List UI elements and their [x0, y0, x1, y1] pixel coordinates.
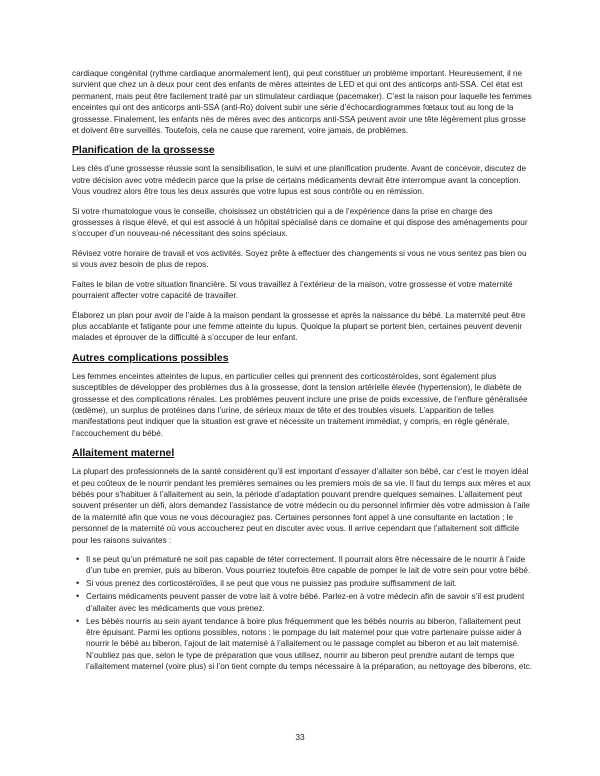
page-number: 33	[295, 732, 305, 742]
section-heading-complications: Autres complications possibles	[72, 352, 229, 364]
page-content	[72, 68, 534, 674]
list-item: • Les bébés nourris au sein ayant tendance à boire plus fréquemment que les bébés nourris au biberon, l’allaitement peut être épuisant. Parmi les options possibles, notons : le pompage du lait maternel pour que votre partenaire puisse aider à nourrir le bébé au biberon, l’ajout de lait maternisé à l’allaitement ou le passage complet au biberon et au lait maternisé. N’oubliez pas que, selon le type de préparation que vous utilisez, nourrir au biberon peut prendre autant de temps que l’allaitement maternel (voire plus) si l’on tient compte du temps nécessaire à la préparation, au nettoyage des biberons, etc.	[86, 616, 534, 673]
breastfeeding-paragraph-1: La plupart des professionnels de la santé considèrent qu’il est important d’essayer d’allaiter son bébé, car c’est le moyen idéal et peu coûteux de le nourrir pendant les premières semaines ou les premiers mois de sa vie. Il faut du temps aux mères et aux bébés pour s’habituer à l’allaitement au sein, la période d’adaptation pouvant prendre quelques semaines. L’allaitement peut souvent présenter un défi, alors demandez l’assistance de votre médecin ou du personnel infirmier dès votre admission à l’aile de la maternité afin que vous ne vous découragiez pas. Certaines personnes font appel à une consultante en lactation ; le personnel de la maternité où vous accoucherez peut en discuter avec vous. Il arrive cependant que l’allaitement soit difficile pour les raisons suivantes :	[72, 467, 531, 545]
section-heading-planning: Planification de la grossesse	[72, 145, 215, 157]
list-item: • Certains médicaments peuvent passer de votre lait à votre bébé. Parlez-en à votre médecin afin de savoir s’il est prudent d’allaiter avec les médicaments que vous prenez.	[86, 591, 534, 614]
list-item: • Il se peut qu’un prématuré ne soit pas capable de téter correctement. Il pourrait alors être nécessaire de le nourrir à l’aide d’un tube en premier, puis au biberon. Vous pourriez toutefois être capable de pomper le lait de votre sein pour votre bébé.	[86, 554, 534, 577]
planning-paragraph-3: Révisez votre horaire de travail et vos activités. Soyez prête à effectuer des changements si vous ne vous sentez pas bien ou si vous avez besoin de plus de repos.	[72, 248, 527, 270]
planning-paragraph-1: Les clés d’une grossesse réussie sont la sensibilisation, le suivi et une planification prudente. Avant de concevoir, discutez de votre décision avec votre médecin parce que la prise de certains médicaments devrait être interrompue avant la conception. Vous voudrez alors être tous les deux assurés que votre lupus est sous contrôle ou en rémission.	[72, 164, 527, 197]
breastfeeding-bullet-list	[72, 554, 534, 673]
planning-paragraph-2: Si votre rhumatologue vous le conseille, choisissez un obstétricien qui a de l’expérience dans la prise en charge des grossesses à risque élevé, et qui est associé à un hôpital spécialisé dans ce domaine et qui dispose des aménagements pour s’occuper d’un nouveau-né nécessitant des soins spéciaux.	[72, 206, 528, 239]
planning-paragraph-4: Faites le bilan de votre situation financière. Si vous travaillez à l’extérieur de la maison, votre grossesse et votre maternité pourraient affecter votre capacité de travailler.	[72, 279, 513, 301]
intro-paragraph: cardiaque congénital (rythme cardiaque anormalement lent), qui peut constituer un problème important. Heureusement, il ne survient que chez un à deux pour cent des enfants de mères atteintes de LED et qui ont des anticorps anti-SSA. Cet état est permanent, mais peut être facilement traité par un stimulateur cardiaque (pacemaker). C’est la raison pour laquelle les femmes enceintes qui ont des anticorps anti-SSA (anti-Ro) doivent subir une série d’échocardiogrammes fœtaux tout au long de la grossesse. Finalement, les enfants nés de mères avec des anticorps anti-SSA peuvent avoir une tête légèrement plus grosse et doivent être surveillés. Toutefois, cela ne cause que rarement, voire jamais, de problèmes.	[72, 69, 532, 136]
complications-paragraph-1: Les femmes enceintes atteintes de lupus, en particulier celles qui prennent des corticostéroïdes, sont également plus susceptibles de développer des problèmes dus à la grossesse, dont la tension artérielle élevée (hypertension), le diabète de grossesse et des complications rénales. Les problèmes peuvent inclure une prise de poids excessive, de l’enflure généralisée (œdème), un surplus de protéines dans l’urine, de sérieux maux de tête et des troubles visuels. L’apparition de telles manifestations peut indiquer que la situation est grave et nécessite un traitement immédiat, y compris, en règle générale, l’accouchement du bébé.	[72, 371, 528, 438]
section-heading-breastfeeding: Allaitement maternel	[72, 448, 175, 460]
list-item: • Si vous prenez des corticostéroïdes, il se peut que vous ne puissiez pas produire suffisamment de lait.	[86, 578, 534, 589]
planning-paragraph-5: Élaborez un plan pour avoir de l’aide à la maison pendant la grossesse et après la naissance du bébé. La maternité peut être plus accablante et fatigante pour une femme atteinte du lupus. Quoique la plupart se portent bien, certaines peuvent devenir malades et éprouver de la difficulté à s’occuper de leur enfant.	[72, 310, 526, 343]
